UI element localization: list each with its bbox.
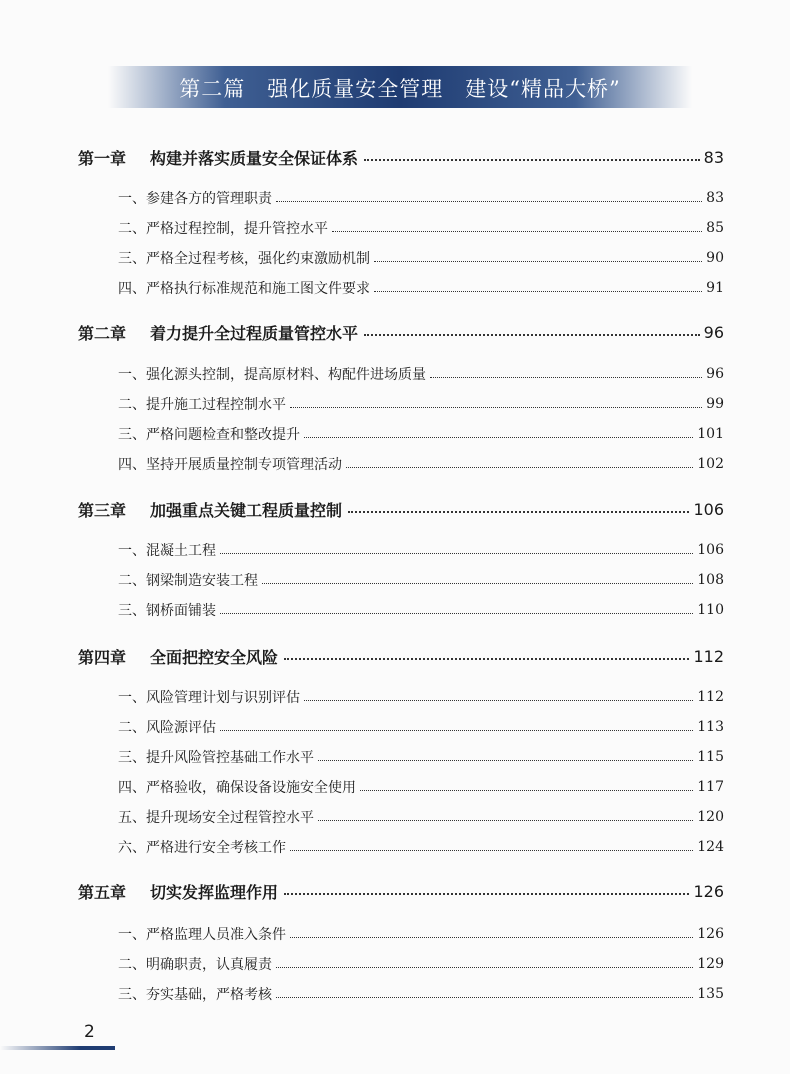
toc-chapter-1[interactable]	[78, 142, 724, 172]
section-title: 三、提升风险管控基础工作水平	[118, 750, 314, 766]
chapter-number: 第一章	[78, 148, 127, 168]
chapter-number: 第四章	[78, 647, 127, 667]
section-page: 108	[697, 572, 724, 588]
dot-leader	[284, 658, 689, 660]
section-page: 110	[697, 602, 724, 618]
section-title: 二、风险源评估	[118, 720, 216, 736]
chapter-title: 切实发挥监理作用	[150, 882, 279, 902]
toc-section[interactable]	[118, 568, 724, 592]
toc-section[interactable]	[118, 598, 724, 622]
section-page: 112	[697, 689, 724, 705]
dot-leader	[262, 583, 693, 584]
dot-leader	[290, 937, 693, 938]
section-page: 126	[697, 926, 724, 942]
dot-leader	[430, 377, 702, 378]
toc-section[interactable]	[118, 982, 724, 1006]
chapter-page: 126	[693, 881, 724, 901]
toc-section[interactable]	[118, 922, 724, 946]
section-title: 二、严格过程控制，提升管控水平	[118, 221, 328, 237]
chapter-title: 全面把控安全风险	[150, 647, 279, 667]
chapter-number: 第三章	[78, 500, 127, 520]
section-page: 96	[706, 366, 724, 382]
dot-leader	[304, 700, 693, 701]
chapter-title: 构建并落实质量安全保证体系	[150, 148, 359, 168]
chapter-page: 96	[703, 322, 724, 342]
dot-leader	[276, 201, 702, 202]
dot-leader	[318, 820, 693, 821]
section-page: 101	[697, 426, 724, 442]
toc-section[interactable]	[118, 685, 724, 709]
toc-section[interactable]	[118, 538, 724, 562]
footer-rule	[0, 1046, 115, 1050]
toc-section[interactable]	[118, 835, 724, 859]
section-title: 一、风险管理计划与识别评估	[118, 690, 300, 706]
toc-section[interactable]	[118, 422, 724, 446]
chapter-page: 83	[703, 147, 724, 167]
part-title: 第二篇 强化质量安全管理 建设“精品大桥”	[179, 77, 621, 101]
section-title: 六、严格进行安全考核工作	[118, 840, 286, 856]
section-title: 三、夯实基础，严格考核	[118, 987, 272, 1003]
chapter-number: 第五章	[78, 882, 127, 902]
toc-chapter-4[interactable]	[78, 641, 724, 671]
section-page: 102	[697, 456, 724, 472]
section-page: 117	[697, 779, 724, 795]
toc-section[interactable]	[118, 216, 724, 240]
part-title-banner	[108, 66, 692, 108]
toc-section[interactable]	[118, 362, 724, 386]
section-page: 135	[697, 986, 724, 1002]
chapter-title: 加强重点关键工程质量控制	[150, 500, 343, 520]
dot-leader	[364, 159, 700, 161]
dot-leader	[220, 730, 693, 731]
toc-chapter-3[interactable]	[78, 494, 724, 524]
dot-leader	[276, 997, 693, 998]
dot-leader	[318, 760, 693, 761]
toc-section[interactable]	[118, 805, 724, 829]
dot-leader	[360, 790, 693, 791]
chapter-title: 着力提升全过程质量管控水平	[150, 323, 359, 343]
toc-section[interactable]	[118, 715, 724, 739]
dot-leader	[276, 967, 693, 968]
dot-leader	[220, 613, 693, 614]
dot-leader	[364, 334, 700, 336]
section-title: 二、钢梁制造安装工程	[118, 573, 258, 589]
toc-chapter-5[interactable]	[78, 876, 724, 906]
section-title: 一、严格监理人员准入条件	[118, 927, 286, 943]
toc-section[interactable]	[118, 186, 724, 210]
section-title: 四、严格执行标准规范和施工图文件要求	[118, 281, 370, 297]
section-page: 85	[706, 220, 724, 236]
dot-leader	[332, 231, 702, 232]
section-page: 99	[706, 396, 724, 412]
page-number: 2	[84, 1022, 95, 1042]
section-title: 三、钢桥面铺装	[118, 603, 216, 619]
section-title: 一、强化源头控制，提高原材料、构配件进场质量	[118, 367, 426, 383]
dot-leader	[290, 407, 702, 408]
section-title: 一、参建各方的管理职责	[118, 191, 272, 207]
dot-leader	[290, 850, 693, 851]
dot-leader	[346, 467, 693, 468]
section-title: 一、混凝土工程	[118, 543, 216, 559]
toc-section[interactable]	[118, 452, 724, 476]
section-title: 二、提升施工过程控制水平	[118, 397, 286, 413]
section-page: 91	[706, 280, 724, 296]
section-page: 129	[697, 956, 724, 972]
section-page: 113	[697, 719, 724, 735]
chapter-page: 106	[693, 499, 724, 519]
dot-leader	[374, 261, 702, 262]
section-title: 三、严格问题检查和整改提升	[118, 427, 300, 443]
toc-section[interactable]	[118, 246, 724, 270]
section-page: 115	[697, 749, 724, 765]
toc-chapter-2[interactable]	[78, 317, 724, 347]
section-title: 二、明确职责，认真履责	[118, 957, 272, 973]
dot-leader	[284, 893, 689, 895]
section-page: 120	[697, 809, 724, 825]
dot-leader	[374, 291, 702, 292]
chapter-number: 第二章	[78, 323, 127, 343]
section-title: 四、严格验收，确保设备设施安全使用	[118, 780, 356, 796]
section-page: 124	[697, 839, 724, 855]
section-title: 四、坚持开展质量控制专项管理活动	[118, 457, 342, 473]
dot-leader	[220, 553, 693, 554]
toc-section[interactable]	[118, 775, 724, 799]
toc-section[interactable]	[118, 952, 724, 976]
section-title: 三、严格全过程考核，强化约束激励机制	[118, 251, 370, 267]
section-title: 五、提升现场安全过程管控水平	[118, 810, 314, 826]
toc-section[interactable]	[118, 745, 724, 769]
toc-section[interactable]	[118, 276, 724, 300]
dot-leader	[304, 437, 693, 438]
section-page: 106	[697, 542, 724, 558]
chapter-page: 112	[693, 646, 724, 666]
section-page: 83	[706, 190, 724, 206]
toc-section[interactable]	[118, 392, 724, 416]
section-page: 90	[706, 250, 724, 266]
dot-leader	[348, 511, 689, 513]
